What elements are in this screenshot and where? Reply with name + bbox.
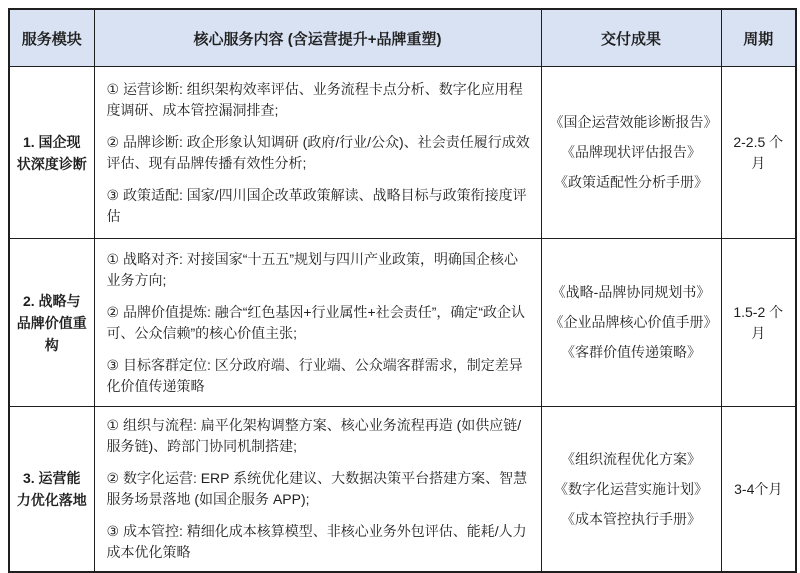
deliverables-cell <box>541 67 721 239</box>
content-item: ③ 目标客群定位: 区分政府端、行业端、公众端客群需求，制定差异化价值传递策略 <box>106 356 523 394</box>
deliverable-item: 《政策适配性分析手册》 <box>554 174 708 190</box>
column-header-period: 周期 <box>721 9 796 67</box>
column-header-module: 服务模块 <box>9 9 94 67</box>
module-cell: 1. 国企现状深度诊断 <box>9 67 94 239</box>
module-cell: 2. 战略与品牌价值重构 <box>9 239 94 407</box>
deliverable-item: 《成本管控执行手册》 <box>561 510 701 527</box>
column-header-deliverables: 交付成果 <box>541 9 721 67</box>
service-plan-table <box>8 8 797 573</box>
deliverable-item: 《国企运营效能诊断报告》 <box>549 114 718 130</box>
deliverables-cell <box>541 239 721 407</box>
table-header-row <box>9 9 796 67</box>
content-cell <box>94 407 541 573</box>
deliverable-item: 《战略-品牌协同规划书》 <box>551 284 711 300</box>
content-item: ③ 成本管控: 精细化成本核算模型、非核心业务外包评估、能耗/人力成本优化策略 <box>106 523 527 560</box>
content-item: ② 数字化运营: ERP 系统优化建议、大数据决策平台搭建方案、智慧服务场景落地 (如国企服务 APP); <box>106 470 528 507</box>
content-item: ① 组织与流程: 扁平化架构调整方案、核心业务流程再造 (如供应链/服务链)、跨部门协同机制搭建; <box>106 417 522 454</box>
period-cell: 2-2.5 个月 <box>721 67 796 239</box>
content-item: ① 运营诊断: 组织架构效率评估、业务流程卡点分析、数字化应用程度调研、成本管控漏洞排查; <box>106 80 523 118</box>
deliverable-item: 《组织流程优化方案》 <box>561 450 701 467</box>
content-item: ② 品牌价值提炼: 融合“红色基因+行业属性+社会责任”，确定“政企认可、公众信赖”的核心价值主张; <box>106 303 526 341</box>
content-item: ② 品牌诊断: 政企形象认知调研 (政府/行业/公众)、社会责任履行成效评估、现有品牌传播有效性分析; <box>106 133 530 171</box>
content-cell <box>94 239 541 407</box>
table-row-strategy <box>9 239 796 407</box>
content-cell <box>94 67 541 239</box>
column-header-content: 核心服务内容 (含运营提升+品牌重塑) <box>94 9 541 67</box>
table-row-operations <box>9 407 796 573</box>
content-item: ③ 政策适配: 国家/四川国企改革政策解读、战略目标与政策衔接度评估 <box>106 186 527 224</box>
content-item: ① 战略对齐: 对接国家“十五五”规划与四川产业政策，明确国企核心业务方向; <box>106 250 519 288</box>
deliverable-item: 《企业品牌核心价值手册》 <box>549 314 718 330</box>
period-cell: 1.5-2 个月 <box>721 239 796 407</box>
deliverable-item: 《数字化运营实施计划》 <box>554 480 708 497</box>
deliverables-cell <box>541 407 721 573</box>
table-row-diagnosis <box>9 67 796 239</box>
module-cell: 3. 运营能力优化落地 <box>9 407 94 573</box>
deliverable-item: 《品牌现状评估报告》 <box>561 144 701 160</box>
deliverable-item: 《客群价值传递策略》 <box>561 344 701 360</box>
period-cell: 3-4个月 <box>721 407 796 573</box>
